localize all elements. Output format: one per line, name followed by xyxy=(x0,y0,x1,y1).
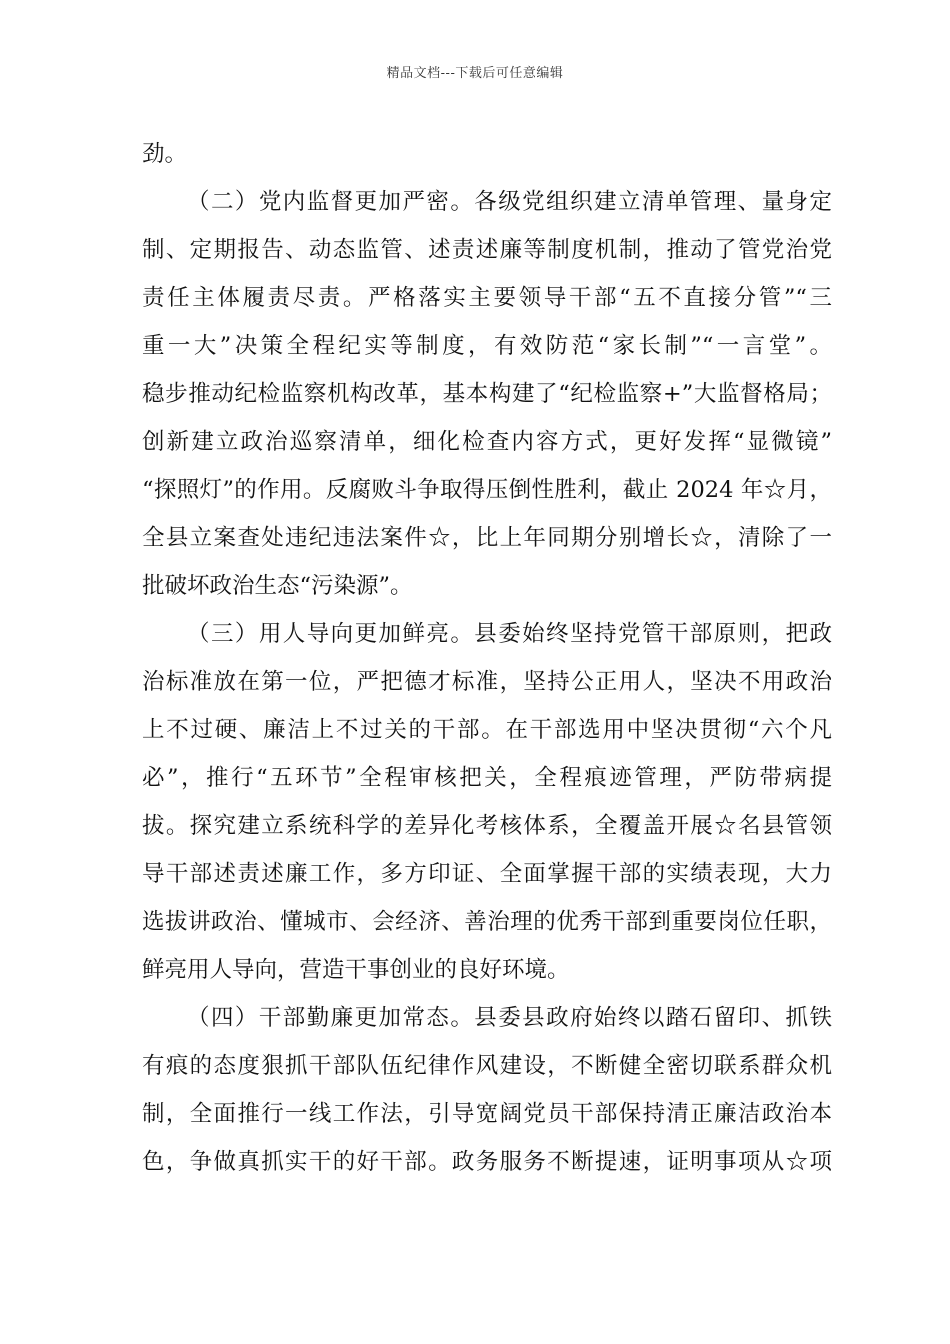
text-line: 劲。 xyxy=(142,141,188,167)
text-line: 必”，推行“五环节”全程审核把关，全程痕迹管理，严防带病提 xyxy=(142,765,832,791)
text-line: 制、定期报告、动态监管、述责述廉等制度机制，推动了管党治党 xyxy=(142,237,832,263)
text-line: 选拔讲政治、懂城市、会经济、善治理的优秀干部到重要岗位任职， xyxy=(142,909,832,935)
text-line: 拔。探究建立系统科学的差异化考核体系，全覆盖开展☆名县管领 xyxy=(142,813,832,839)
text-line: 全县立案查处违纪违法案件☆，比上年同期分别增长☆，清除了一 xyxy=(142,525,832,551)
text-line: “探照灯”的作用。反腐败斗争取得压倒性胜利，截止 2024 年☆月， xyxy=(142,477,832,503)
text-line: 责任主体履责尽责。严格落实主要领导干部“五不直接分管”“三 xyxy=(142,285,832,311)
text-line: 有痕的态度狠抓干部队伍纪律作风建设，不断健全密切联系群众机 xyxy=(142,1053,832,1079)
text-line: 上不过硬、廉洁上不过关的干部。在干部选用中坚决贯彻“六个凡 xyxy=(142,717,832,743)
paragraph-heading-line: （四）干部勤廉更加常态。县委县政府始终以踏石留印、抓铁 xyxy=(187,1005,832,1031)
page-header: 精品文档---下载后可任意编辑 xyxy=(386,66,564,81)
text-line: 鲜亮用人导向，营造干事创业的良好环境。 xyxy=(142,957,570,983)
text-line: 批破坏政治生态“污染源”。 xyxy=(142,573,413,599)
paragraph-heading-line: （三）用人导向更加鲜亮。县委始终坚持党管干部原则，把政 xyxy=(187,621,832,647)
document-body xyxy=(142,130,832,1186)
text-line: 色，争做真抓实干的好干部。政务服务不断提速，证明事项从☆项 xyxy=(142,1149,832,1175)
text-line: 重一大”决策全程纪实等制度，有效防范“家长制”“一言堂”。 xyxy=(142,333,832,359)
text-line: 导干部述责述廉工作，多方印证、全面掌握干部的实绩表现，大力 xyxy=(142,861,832,887)
text-line: 创新建立政治巡察清单，细化检查内容方式，更好发挥“显微镜” xyxy=(142,429,832,455)
text-line: 制，全面推行一线工作法，引导宽阔党员干部保持清正廉洁政治本 xyxy=(142,1101,832,1127)
text-line: 稳步推动纪检监察机构改革，基本构建了“纪检监察+”大监督格局； xyxy=(142,381,832,407)
text-line: 治标准放在第一位，严把德才标准，坚持公正用人，坚决不用政治 xyxy=(142,669,832,695)
paragraph-heading-line: （二）党内监督更加严密。各级党组织建立清单管理、量身定 xyxy=(187,189,832,215)
